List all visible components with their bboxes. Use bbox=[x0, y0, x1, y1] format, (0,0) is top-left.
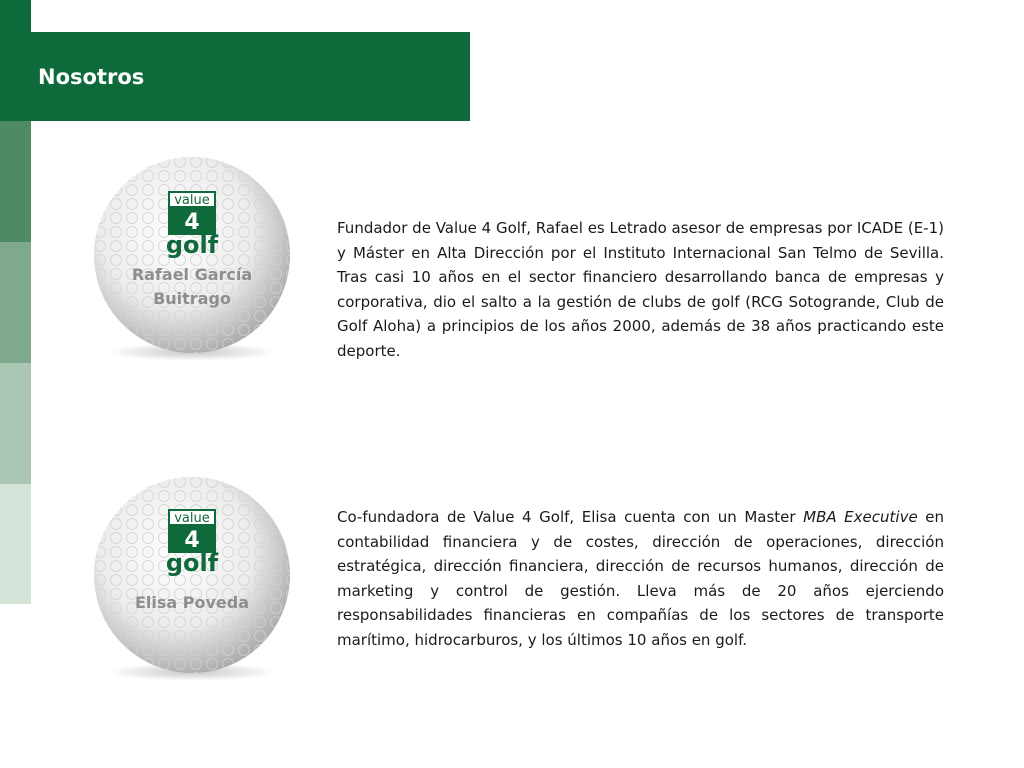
bio-elisa-part1: Co-fundadora de Value 4 Golf, Elisa cuenta con un Master bbox=[337, 508, 804, 526]
person-name-elisa: Elisa Poveda bbox=[134, 593, 250, 612]
golf-ball-rafael bbox=[92, 155, 292, 365]
page-title: Nosotros bbox=[38, 64, 145, 89]
bio-elisa-italic: MBA Executive bbox=[803, 508, 918, 526]
svg-text:value: value bbox=[174, 511, 210, 526]
side-band-5 bbox=[0, 484, 31, 604]
value4golf-logo bbox=[166, 191, 219, 259]
svg-text:4: 4 bbox=[184, 528, 200, 553]
svg-text:4: 4 bbox=[184, 210, 200, 235]
value4golf-logo bbox=[166, 509, 219, 577]
golf-ball-image bbox=[92, 155, 292, 365]
side-band-2 bbox=[0, 121, 31, 242]
bio-elisa bbox=[337, 505, 944, 652]
side-band-3 bbox=[0, 242, 31, 363]
svg-text:golf: golf bbox=[165, 231, 219, 259]
svg-text:value: value bbox=[174, 193, 210, 208]
title-bar bbox=[0, 32, 470, 121]
person-name-rafael: Rafael García Buitrago bbox=[131, 265, 253, 308]
bio-elisa-part2: en contabilidad financiera y de costes, dirección de operaciones, dirección estratégica, dirección financiera, dirección de recursos humanos, dirección de marketing y control de gestión. Lleva más de 20 años ejerciendo responsabilidades financieras en compañías de los sectores de transporte marítimo, hidrocarburos, y los últimos 10 años en golf. bbox=[337, 508, 944, 649]
svg-text:golf: golf bbox=[165, 549, 219, 577]
side-band-4 bbox=[0, 363, 31, 484]
bio-rafael: Fundador de Value 4 Golf, Rafael es Letrado asesor de empresas por ICADE (E-1) y Máster en Alta Dirección por el Instituto Internacional San Telmo de Sevilla. Tras casi 10 años en el sector financiero desarrollando banca de empresas y corporativa, dio el salto a la gestión de clubs de golf (RCG Sotogrande, Club de Golf Aloha) a principios de los años 2000, además de 38 años practicando este deporte. bbox=[337, 219, 944, 360]
golf-ball-image bbox=[92, 475, 292, 685]
golf-ball-elisa bbox=[92, 475, 292, 685]
